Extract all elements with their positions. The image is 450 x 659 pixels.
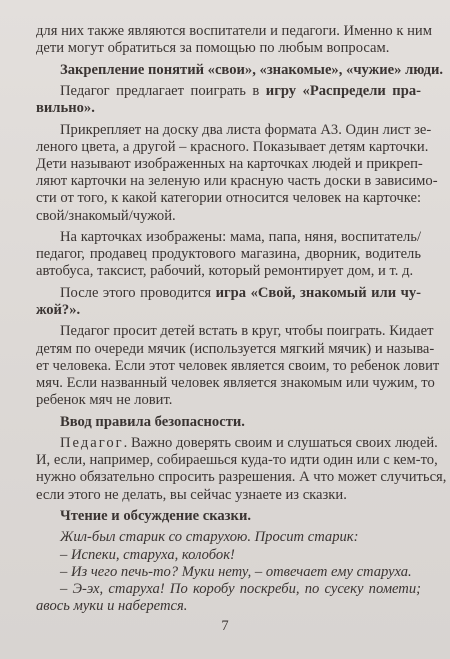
text-segment: На карточках изображены: мама, папа, няня, воспитатель/ [60,229,421,245]
text-line [36,22,432,40]
text-line [36,301,421,319]
section-heading [60,61,444,79]
speaker-label: Педагог [60,435,124,451]
text-segment: И, если, например, собираешься куда-то идти один или с кем-то, [36,452,438,469]
text-segment: леного цвета, а другой – красного. Показывает детям карточки. [36,138,429,155]
text-segment: мяч. Если названный человек является знакомым или чужим, то [36,375,435,391]
tale-line [60,580,421,598]
text-line [36,391,421,409]
text-line [36,486,421,504]
tale-text: – Испеки, старуха, колобок! [60,546,235,563]
text-line [36,374,435,392]
text-segment: если этого не делать, вы сейчас узнаете из сказки. [36,486,347,503]
tale-line [60,546,421,564]
tale-text: авось муки и наберется. [36,598,188,615]
tale-text: – Из чего печь-то? Муки нету, – отвечает ему старуха. [60,563,412,580]
text-line [36,357,440,375]
game-title: игру «Распредели пра- [265,83,421,99]
page-number: 7 [221,618,229,635]
heading-text: Закрепление понятий «свои», «знакомые», «чужие» люди. [60,61,444,78]
text-segment: сти от того, к какой категории относится человек на карточке: [36,190,421,207]
text-line [60,284,421,302]
text-segment: автобуса, таксист, рабочий, который ремонтирует дом, и т. д. [36,263,414,280]
text-segment: После этого проводится [60,284,216,301]
tale-line [36,597,421,615]
tale-text: Жил-был старик со старухою. Просит старик: [60,529,359,546]
text-segment: ет человека. Если этот человек является своим, то ребенок ловит [36,357,440,374]
text-line [60,322,434,340]
text-line [36,172,438,190]
text-line [36,189,421,207]
text-segment: дети могут обратиться за помощью по любым вопросам. [36,40,390,57]
text-segment: свой/знакомый/чужой. [36,207,176,224]
text-line [60,228,421,246]
text-line [36,155,421,173]
game-title: игра «Свой, знакомый или чу- [215,284,421,301]
text-line [60,121,432,139]
text-segment: для них также являются воспитатели и педагоги. Именно к ним [36,23,432,39]
text-segment: ляют карточки на зеленую или красную часть доски в зависимо- [36,173,438,190]
tale-text: – Э-эх, старуха! По коробу поскреби, по сусеку помети; [60,581,421,597]
heading-text: Чтение и обсуждение сказки. [60,508,252,524]
text-segment: педагог, продавец продуктового магазина, дворник, водитель [36,246,421,263]
text-line [36,245,421,263]
text-line [36,207,421,225]
text-segment: Педагог просит детей встать в круг, чтобы поиграть. Кидает [60,323,434,340]
text-segment: ребенок мяч не ловит. [36,392,173,409]
text-segment: . Важно доверять своим и слушаться своих людей. [123,435,438,451]
text-line [36,138,429,156]
text-line [36,262,421,280]
text-line [36,340,435,358]
text-line [36,468,447,486]
text-segment: Педагог предлагает поиграть в [60,83,266,99]
text-line [36,451,438,469]
text-segment: Дети называют изображенных на карточках людей и прикреп- [36,156,423,172]
text-segment: нужно обязательно спросить разрешения. А что может случиться, [36,469,447,486]
section-heading [60,507,421,525]
text-line [36,99,421,117]
section-heading [60,413,421,431]
game-title: вильно». [36,100,95,117]
text-segment: Прикрепляет на доску два листа формата А3. Один лист зе- [60,121,432,138]
text-segment: детям по очереди мячик (используется мягкий мячик) и называ- [36,340,435,357]
text-line [60,434,438,452]
tale-line [60,563,421,581]
text-line [60,82,421,100]
game-title: жой?». [36,302,81,318]
tale-line [60,528,421,546]
text-line [36,39,421,57]
heading-text: Ввод правила безопасности. [60,413,245,430]
